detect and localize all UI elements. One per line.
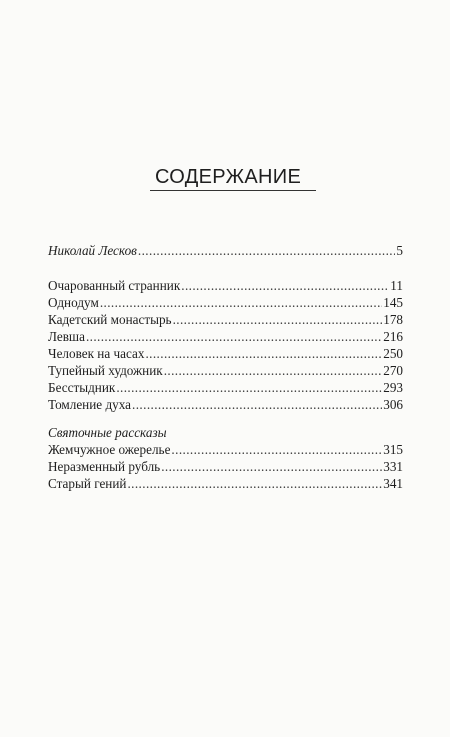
toc-entry-label: Неразменный рубль xyxy=(48,459,161,474)
toc-entry xyxy=(48,294,403,311)
toc-entry-label: Жемчужное ожерелье xyxy=(48,442,171,457)
toc-entry-page: 306 xyxy=(383,397,403,412)
toc-entry-label: Очарованный странник xyxy=(48,278,181,293)
toc-entry-label: Старый гений xyxy=(48,476,127,491)
toc-entry-page: 11 xyxy=(390,278,403,293)
toc-entry-page: 315 xyxy=(383,442,403,457)
dot-leader xyxy=(100,294,382,311)
toc-entry-page: 293 xyxy=(383,380,403,395)
toc-entry-page: 178 xyxy=(383,312,403,327)
dot-leader xyxy=(145,345,382,362)
dot-leader xyxy=(161,458,382,475)
toc-entry xyxy=(48,441,403,458)
toc-entry-label: Николай Лесков xyxy=(48,243,137,258)
dot-leader xyxy=(171,441,382,458)
title-underline xyxy=(150,190,316,191)
toc-entry xyxy=(48,345,403,362)
dot-leader xyxy=(127,475,382,492)
dot-leader xyxy=(86,328,382,345)
dot-leader xyxy=(164,362,383,379)
toc-entry xyxy=(48,379,403,396)
toc-entry-label: Бесстыдник xyxy=(48,380,116,395)
dot-leader xyxy=(138,242,396,259)
dot-leader xyxy=(132,396,382,413)
toc-entry xyxy=(48,362,403,379)
toc-entry-page: 5 xyxy=(396,243,403,258)
dot-leader xyxy=(173,311,383,328)
toc-entry-label: Однодум xyxy=(48,295,99,310)
dot-leader xyxy=(116,379,382,396)
toc-entry-label: Левша xyxy=(48,329,85,344)
page-title: СОДЕРЖАНИЕ xyxy=(155,166,302,188)
toc-entry-page: 270 xyxy=(383,363,403,378)
toc-entry-label: Тупейный художник xyxy=(48,363,163,378)
toc-entry-page: 145 xyxy=(383,295,403,310)
toc-entry xyxy=(48,458,403,475)
toc-entry xyxy=(48,475,403,492)
toc-entry xyxy=(48,277,403,294)
section-heading: Святочные рассказы xyxy=(48,425,167,440)
toc-entry-page: 341 xyxy=(383,476,403,491)
toc-entry-page: 216 xyxy=(383,329,403,344)
toc-entry-intro xyxy=(48,242,403,259)
toc-entry-page: 331 xyxy=(383,459,403,474)
toc-entry-label: Кадетский монастырь xyxy=(48,312,172,327)
toc-entry xyxy=(48,396,403,413)
toc-entry-label: Томление духа xyxy=(48,397,132,412)
toc-entry-label: Человек на часах xyxy=(48,346,145,361)
dot-leader xyxy=(181,277,389,294)
toc-entry xyxy=(48,328,403,345)
toc-entry-page: 250 xyxy=(383,346,403,361)
toc-entry xyxy=(48,311,403,328)
